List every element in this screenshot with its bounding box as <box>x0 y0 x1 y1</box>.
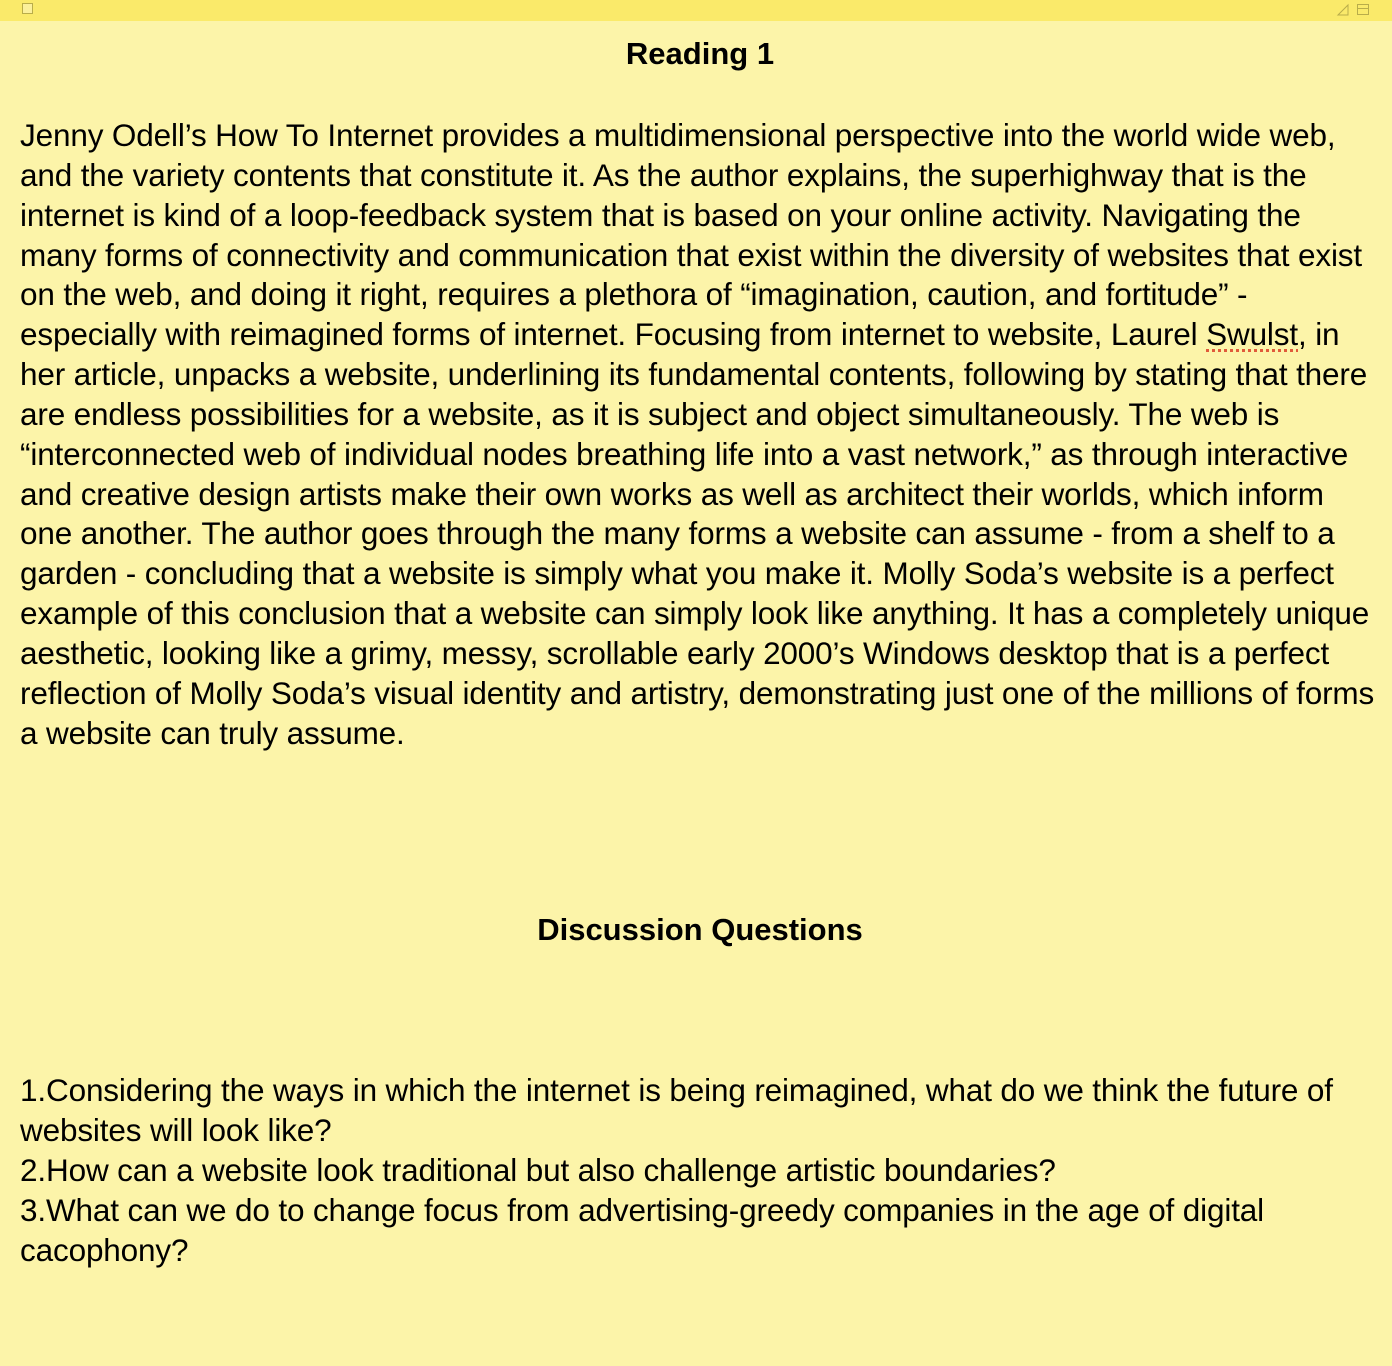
paragraph-text-before: Jenny Odell’s How To Internet provides a multidimensional perspective into the world wide web, and the variety contents that constitute it. As the author explains, the superhighway that is the internet is kind of a loop-feedback system that is based on your online activity. Navigating the many forms of connectivity and communication that exist within the diversity of websites that exist on the web, and doing it right, requires a plethora of “imagination, caution, and fortitude” - especially with reimagined forms of internet. Focusing from internet to website, Laurel <box>20 117 1362 353</box>
reading-paragraph[interactable] <box>20 116 1380 754</box>
title-bar[interactable] <box>0 0 1392 21</box>
zoom-icon[interactable] <box>1356 3 1370 16</box>
reading-title: Reading 1 <box>625 36 775 71</box>
question-item: 3.What can we do to change focus from advertising-greedy companies in the age of digital cacophony? <box>20 1192 1265 1268</box>
resize-triangle-icon[interactable] <box>1336 3 1350 17</box>
discussion-questions <box>20 1070 1380 1270</box>
discussion-title: Discussion Questions <box>537 912 863 947</box>
note-content[interactable] <box>20 24 1380 1268</box>
question-item: 1.Considering the ways in which the internet is being reimagined, what do we think the future of websites will look like? <box>20 1072 1333 1148</box>
question-item: 2.How can a website look traditional but also challenge artistic boundaries? <box>20 1152 1056 1188</box>
close-icon[interactable] <box>22 3 33 14</box>
paragraph-text-after: , in her article, unpacks a website, underlining its fundamental contents, following by stating that there are endless possibilities for a website, as it is subject and object simultaneously. The web is “interconnected web of individual nodes breathing life into a vast network,” as through interactive and creative design artists make their own works as well as architect their worlds, which inform one another. The author goes through the many forms a website can assume - from a shelf to a garden - concluding that a website is simply what you make it. Molly Soda’s website is a perfect example of this conclusion that a website can simply look like anything. It has a completely unique aesthetic, looking like a grimy, messy, scrollable early 2000’s Windows desktop that is a perfect reflection of Molly Soda’s visual identity and artistry, demonstrating just one of the millions of forms a website can truly assume. <box>20 316 1375 751</box>
misspelled-word[interactable]: Swulst <box>1206 316 1298 353</box>
